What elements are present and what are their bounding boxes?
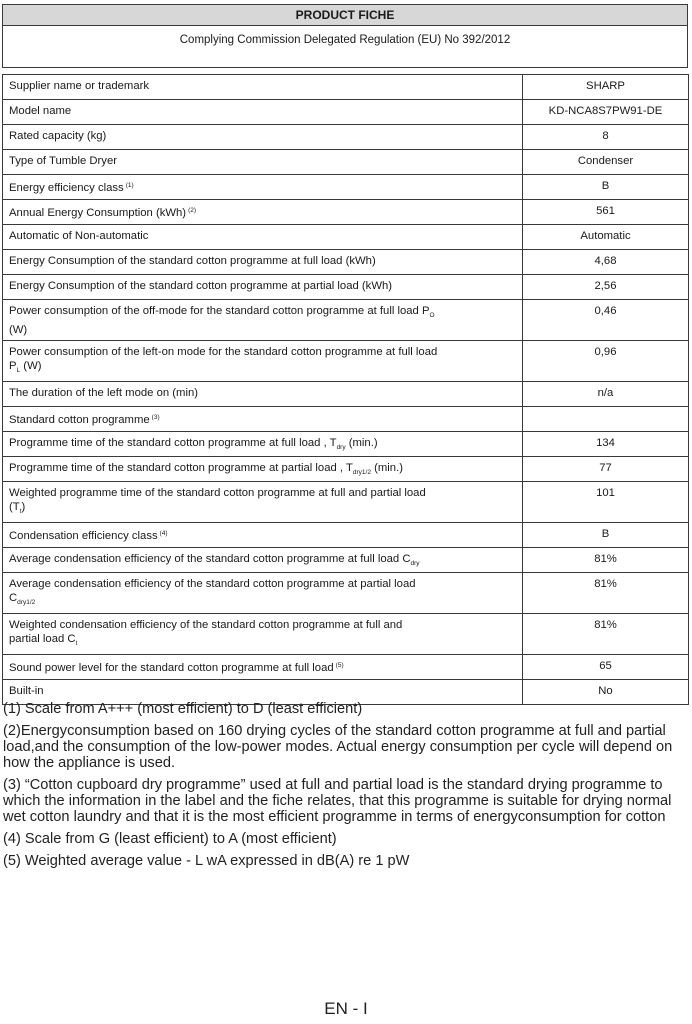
row-label-text: Power consumption of the off-mode for the standard cotton programme at full load P [9, 305, 430, 317]
row-label-continuation: C [9, 592, 18, 604]
row-label [3, 407, 523, 432]
table-row [3, 548, 689, 573]
table-row [3, 457, 689, 482]
row-label-text: Average condensation efficiency of the standard cotton programme at partial load [9, 578, 416, 590]
page-footer: EN - I [324, 999, 368, 1018]
row-label [3, 150, 523, 175]
row-value: 4,68 [523, 250, 689, 275]
table-row [3, 275, 689, 300]
row-label [3, 482, 523, 523]
row-label-text: Energy efficiency class [9, 182, 124, 194]
row-value: Automatic [523, 225, 689, 250]
row-value: SHARP [523, 75, 689, 100]
row-label-subscript: dry1/2 [352, 469, 371, 476]
row-label [3, 548, 523, 573]
row-value: 2,56 [523, 275, 689, 300]
footnotes [3, 701, 688, 875]
table-row [3, 655, 689, 680]
table-row [3, 200, 689, 225]
footnote-4: (4) Scale from G (least efficient) to A (most efficient) [3, 831, 337, 847]
footnote-1: (1) Scale from A+++ (most efficient) to D (least efficient) [3, 701, 363, 717]
row-label-text: Energy Consumption of the standard cotton programme at partial load (kWh) [9, 280, 393, 292]
row-label-text: Sound power level for the standard cotton programme at full load [9, 662, 334, 674]
row-label [3, 225, 523, 250]
row-label-text: Power consumption of the left-on mode for the standard cotton programme at full load [9, 346, 438, 358]
row-value: 0,46 [523, 300, 689, 341]
row-label-suffix: (W) [20, 360, 42, 372]
product-fiche [2, 4, 688, 705]
table-row [3, 407, 689, 432]
row-value: No [523, 680, 689, 705]
row-label-continuation: partial load C [9, 633, 76, 645]
row-value: 561 [523, 200, 689, 225]
row-label-subscript: dry1/2 [17, 599, 36, 606]
row-value: 65 [523, 655, 689, 680]
row-value: 101 [523, 482, 689, 523]
footnote-2: (2)Energyconsumption based on 160 drying cycles of the standard cotton programme at full and partial load,and the consumption of the low-power modes. Actual energy consumption per cycle will depend on how the appliance is used. [3, 723, 673, 771]
row-label-text: Built-in [9, 685, 44, 697]
table-row [3, 382, 689, 407]
row-label-text: Rated capacity (kg) [9, 130, 107, 142]
row-label-text: Weighted programme time of the standard cotton programme at full and partial load [9, 487, 426, 499]
row-label-suffix: (min.) [370, 462, 403, 474]
row-label [3, 341, 523, 382]
fiche-table [2, 74, 689, 705]
row-footnote-ref: (1) [125, 182, 134, 189]
row-value: n/a [523, 382, 689, 407]
table-row [3, 250, 689, 275]
table-row [3, 573, 689, 614]
table-row [3, 225, 689, 250]
row-label [3, 573, 523, 614]
fiche-subtitle: Complying Commission Delegated Regulation (EU) No 392/2012 [2, 26, 688, 68]
row-label [3, 200, 523, 225]
row-label-text: The duration of the left mode on (min) [9, 387, 199, 399]
row-label-suffix: ) [21, 501, 26, 513]
row-label [3, 655, 523, 680]
table-row [3, 125, 689, 150]
row-value: 8 [523, 125, 689, 150]
row-label-subscript: dry [336, 444, 346, 451]
row-label-text: Automatic of Non-automatic [9, 230, 149, 242]
row-label-text: Energy Consumption of the standard cotton programme at full load (kWh) [9, 255, 376, 267]
row-value: KD-NCA8S7PW91-DE [523, 100, 689, 125]
row-label-text: Supplier name or trademark [9, 80, 150, 92]
table-row [3, 150, 689, 175]
row-label [3, 300, 523, 341]
table-row [3, 175, 689, 200]
row-value: Condenser [523, 150, 689, 175]
row-label-subscript: t [19, 508, 22, 515]
row-label-subscript: L [16, 367, 21, 374]
row-footnote-ref: (4) [159, 530, 168, 537]
row-footnote-ref: (5) [335, 662, 344, 669]
row-label [3, 457, 523, 482]
row-label-subscript: O [429, 312, 435, 319]
row-label-text: Model name [9, 105, 72, 117]
row-label-continuation: P [9, 360, 17, 372]
row-label-subscript: dry [410, 560, 420, 567]
table-row [3, 100, 689, 125]
fiche-title: PRODUCT FICHE [2, 4, 688, 26]
footnote-3: (3) “Cotton cupboard dry programme” used at full and partial load is the standard drying programme to which the information in the label and the fiche relates, that this programme is suitable for drying normal wet cotton laundry and that it is the most efficient programme in terms of energyconsumption for cotton [3, 777, 672, 825]
table-row [3, 432, 689, 457]
row-footnote-ref: (3) [151, 414, 160, 421]
row-label-text: Type of Tumble Dryer [9, 155, 117, 167]
row-label [3, 250, 523, 275]
row-label [3, 100, 523, 125]
row-label-text: Annual Energy Consumption (kWh) [9, 207, 187, 219]
row-value: 81% [523, 573, 689, 614]
row-label [3, 75, 523, 100]
row-label-subscript: t [75, 640, 78, 647]
row-label [3, 382, 523, 407]
row-label-continuation: (W) [9, 324, 28, 336]
table-row [3, 75, 689, 100]
row-label-text: Programme time of the standard cotton programme at partial load , T [9, 462, 353, 474]
table-row [3, 341, 689, 382]
row-label-text: Weighted condensation efficiency of the standard cotton programme at full and [9, 619, 403, 631]
row-label-text: Average condensation efficiency of the standard cotton programme at full load C [9, 553, 411, 565]
table-row [3, 523, 689, 548]
table-row [3, 482, 689, 523]
row-label-text: Programme time of the standard cotton programme at full load , T [9, 437, 337, 449]
row-value: 0,96 [523, 341, 689, 382]
row-label-continuation: (T [9, 501, 20, 513]
row-label [3, 523, 523, 548]
row-footnote-ref: (2) [188, 207, 197, 214]
row-value: B [523, 523, 689, 548]
row-label [3, 432, 523, 457]
row-value: 77 [523, 457, 689, 482]
row-label-text: Condensation efficiency class [9, 530, 158, 542]
row-label [3, 275, 523, 300]
table-row [3, 300, 689, 341]
row-value: 134 [523, 432, 689, 457]
footnote-5: (5) Weighted average value - L wA expressed in dB(A) re 1 pW [3, 853, 410, 869]
row-label-suffix: (min.) [345, 437, 378, 449]
row-value: B [523, 175, 689, 200]
row-value: 81% [523, 548, 689, 573]
row-label-text: Standard cotton programme [9, 414, 150, 426]
row-value [523, 407, 689, 432]
row-label [3, 614, 523, 655]
row-label [3, 175, 523, 200]
row-value: 81% [523, 614, 689, 655]
table-row [3, 614, 689, 655]
row-label [3, 125, 523, 150]
